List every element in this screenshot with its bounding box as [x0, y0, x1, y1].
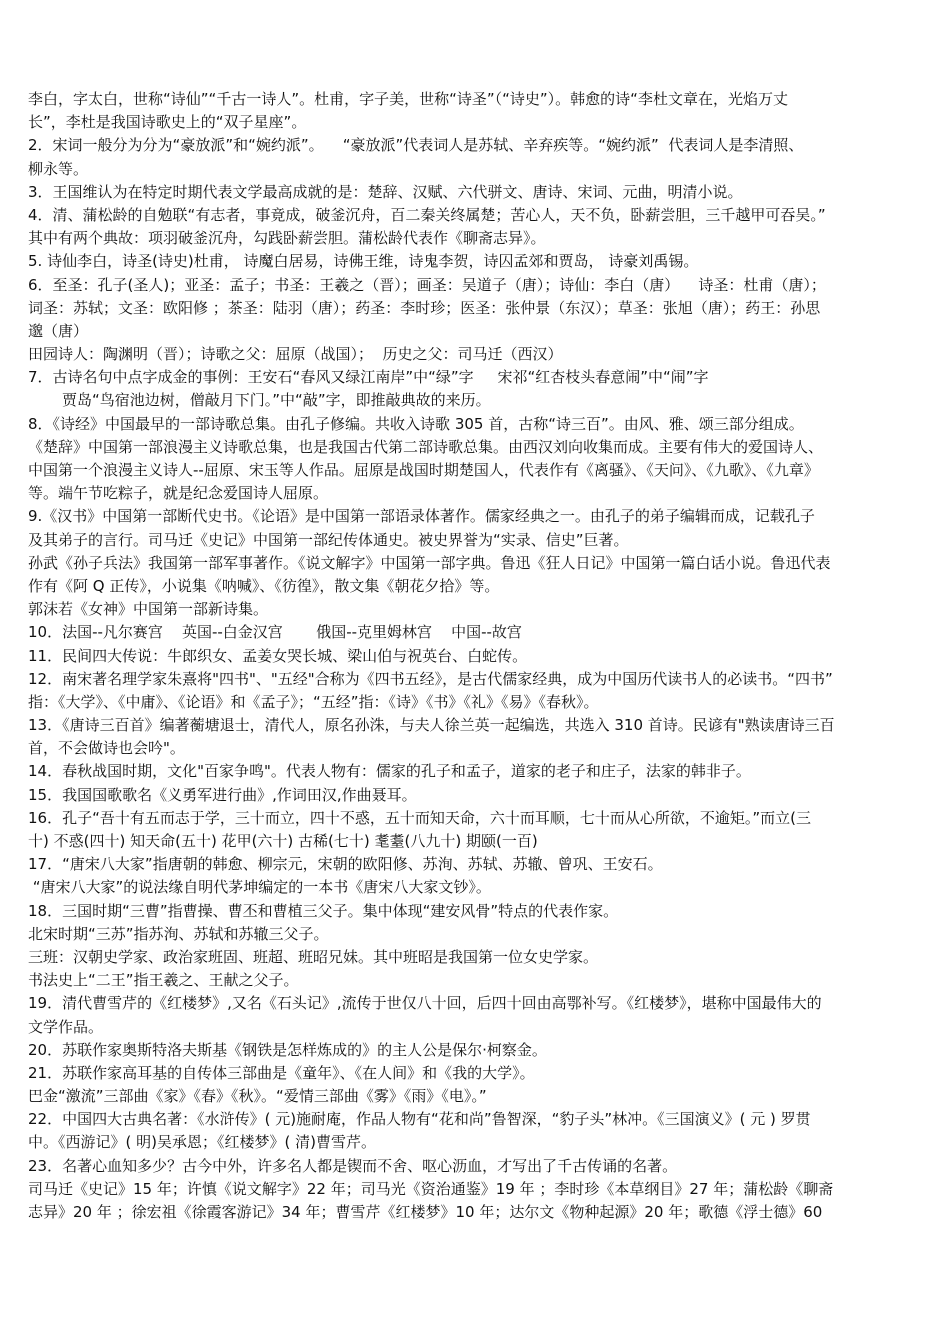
- text-line: 其中有两个典故：项羽破釜沉舟，勾践卧薪尝胆。蒲松龄代表作《聊斋志异》。: [28, 229, 546, 248]
- text-line: 及其弟子的言行。司马迁《史记》中国第一部纪传体通史。被史界誉为“实录、信史”巨著。: [28, 530, 629, 549]
- text-line: 22．中国四大古典名著：《水浒传》( 元)施耐庵，作品人物有“花和尚”鲁智深，“豹子头”林冲。《三国演义》( 元 ) 罗贯: [28, 1110, 811, 1129]
- text-line: 7．古诗名句中点字成金的事例：王安石“春风又绿江南岸”中“绿”字 宋祁“红杏枝头春意闹”中“闹”字: [28, 368, 709, 387]
- text-line: 18．三国时期“三曹”指曹操、曹丕和曹植三父子。集中体现“建安风骨”特点的代表作家。: [28, 901, 619, 920]
- text-line: 13．《唐诗三百首》编著蘅塘退士，清代人，原名孙洙，与夫人徐兰英一起编选，共选入 310 首诗。民谚有"熟读唐诗三百: [28, 716, 835, 735]
- text-line: 中国第一个浪漫主义诗人--屈原、宋玉等人作品。屈原是战国时期楚国人，代表作有《离骚》、《天问》、《九歌》、《九章》: [28, 461, 819, 479]
- text-line: 田园诗人：陶渊明（晋）；诗歌之父：屈原（战国）； 历史之父：司马迁（西汉）: [28, 345, 563, 364]
- text-line: 词圣：苏轼；文圣：欧阳修 ；茶圣：陆羽（唐）；药圣：李时珍；医圣：张仲景（东汉）；草圣：张旭（唐）；药王：孙思: [28, 298, 821, 317]
- text-line: 孙武《孙子兵法》我国第一部军事著作。《说文解字》中国第一部字典。鲁迅《狂人日记》中国第一篇白话小说。鲁迅代表: [28, 553, 831, 572]
- text-line: 李白，字太白，世称“诗仙”“千古一诗人”。杜甫，字子美，世称“诗圣”（“诗史”）。韩愈的诗“李杜文章在，光焰万丈: [28, 90, 788, 108]
- text-line: 9.《汉书》中国第一部断代史书。《论语》是中国第一部语录体著作。儒家经典之一。由孔子的弟子编辑而成，记载孔子: [28, 507, 815, 526]
- text-line: 2．宋词一般分为分为“豪放派”和“婉约派”。 “豪放派”代表词人是苏轼、辛弃疾等。“婉约派” 代表词人是李清照、: [28, 136, 804, 155]
- text-line: 10．法国--凡尔赛宫 英国--白金汉宫 俄国--克里姆林宫 中国--故宫: [28, 623, 522, 642]
- document-page: [28, 88, 920, 1224]
- text-line: 志异》20 年 ；徐宏祖《徐霞客游记》34 年；曹雪芹《红楼梦》10 年；达尔文《物种起源》20 年；歌德《浮士德》60: [28, 1203, 823, 1221]
- text-line: 23．名著心血知多少？古今中外，许多名人都是锲而不舍、呕心沥血，才写出了千古传诵的名著。: [28, 1156, 678, 1175]
- text-line: 巴金“激流”三部曲《家》《春》《秋》。“爱情三部曲《雾》《雨》《电》。”: [28, 1087, 487, 1106]
- text-line: 三班：汉朝史学家、政治家班固、班超、班昭兄妹。其中班昭是我国第一位女史学家。: [28, 947, 599, 966]
- text-line: 长”，李杜是我国诗歌史上的“双子星座”。: [28, 113, 307, 132]
- text-line: 首，不会做诗也会吟"。: [28, 739, 185, 758]
- text-line: 中。《西游记》( 明)吴承恩；《红楼梦》( 清)曹雪芹。: [28, 1133, 376, 1152]
- text-line: 12．南宋著名理学家朱熹将"四书"、"五经"合称为《四书五经》，是古代儒家经典，成为中国历代读书人的必读书。“四书”: [28, 669, 833, 688]
- text-line: 3．王国维认为在特定时期代表文学最高成就的是：楚辞、汉赋、六代骈文、唐诗、宋词、元曲，明清小说。: [28, 182, 743, 201]
- text-line: “唐宋八大家”的说法缘自明代茅坤编定的一本书《唐宋八大家文钞》。: [28, 878, 491, 897]
- text-line: 16．孔子“吾十有五而志于学，三十而立，四十不惑，五十而知天命，六十而耳顺，七十而从心所欲，不逾矩。”而立(三: [28, 808, 811, 827]
- text-line: 贾岛“鸟宿池边树，僧敲月下门。”中“敲”字，即推敲典故的来历。: [62, 391, 491, 410]
- text-line: 11．民间四大传说：牛郎织女、孟姜女哭长城、梁山伯与祝英台、白蛇传。: [28, 646, 528, 665]
- text-line: 5. 诗仙李白，诗圣(诗史)杜甫， 诗魔白居易，诗佛王维，诗鬼李贺，诗囚孟郊和贾岛， 诗豪刘禹锡。: [28, 252, 699, 271]
- text-line: 文学作品。: [28, 1017, 104, 1036]
- text-line: 郭沫若《女神》中国第一部新诗集。: [28, 600, 269, 619]
- text-line: 北宋时期“三苏”指苏洵、苏轼和苏辙三父子。: [28, 924, 329, 943]
- text-line: 15．我国国歌歌名《义勇军进行曲》,作词田汉,作曲聂耳。: [28, 785, 417, 804]
- text-line: 柳永等。: [28, 159, 89, 178]
- text-line: 十) 不惑(四十) 知天命(五十) 花甲(六十) 古稀(七十) 耄耋(八九十) 期颐(一百): [28, 832, 538, 850]
- text-line: 17．“唐宋八大家”指唐朝的韩愈、柳宗元，宋朝的欧阳修、苏洵、苏轼、苏辙、曾巩、王安石。: [28, 855, 663, 874]
- text-line: 4．清、蒲松龄的自勉联“有志者，事竟成，破釜沉舟，百二秦关终属楚；苦心人，天不负，卧薪尝胆，三千越甲可吞吴。”: [28, 205, 826, 224]
- text-line: 《楚辞》中国第一部浪漫主义诗歌总集，也是我国古代第二部诗歌总集。由西汉刘向收集而成。主要有伟大的爱国诗人、: [28, 437, 824, 456]
- text-line: 20．苏联作家奥斯特洛夫斯基《钢铁是怎样炼成的》的主人公是保尔·柯察金。: [28, 1040, 547, 1059]
- text-line: 21．苏联作家高耳基的自传体三部曲是《童年》、《在人间》和《我的大学》。: [28, 1063, 535, 1082]
- text-line: 19．清代曹雪芹的《红楼梦》,又名《石头记》,流传于世仅八十回，后四十回由高鄂补写。《红楼梦》，堪称中国最伟大的: [28, 994, 822, 1013]
- text-line: 邈（唐）: [28, 321, 89, 340]
- text-line: 14．春秋战国时期，文化"百家争鸣"。代表人物有：儒家的孔子和孟子，道家的老子和庄子，法家的韩非子。: [28, 762, 751, 781]
- text-line: 6．至圣：孔子(圣人)；亚圣：孟子；书圣：王羲之（晋）；画圣：吴道子（唐）；诗仙：李白（唐） 诗圣：杜甫（唐）；: [28, 275, 826, 294]
- text-line: 书法史上“二王”指王羲之、王献之父子。: [28, 971, 299, 990]
- text-line: 等。端午节吃粽子，就是纪念爱国诗人屈原。: [28, 484, 329, 503]
- text-line: 指：《大学》、《中庸》、《论语》和《孟子》；“五经”指：《诗》《书》《礼》《易》《春秋》。: [28, 692, 599, 711]
- text-line: 8．《诗经》中国最早的一部诗歌总集。由孔子修编。共收入诗歌 305 首，古称“诗三百”。由风、雅、颂三部分组成。: [28, 414, 804, 433]
- text-line: 作有《阿 Q 正传》，小说集《呐喊》、《彷徨》，散文集《朝花夕拾》等。: [28, 576, 500, 595]
- text-line: 司马迁《史记》15 年；许慎《说文解字》22 年；司马光《资治通鉴》19 年 ；李时珍《本草纲目》27 年；蒲松龄《聊斋: [28, 1179, 834, 1198]
